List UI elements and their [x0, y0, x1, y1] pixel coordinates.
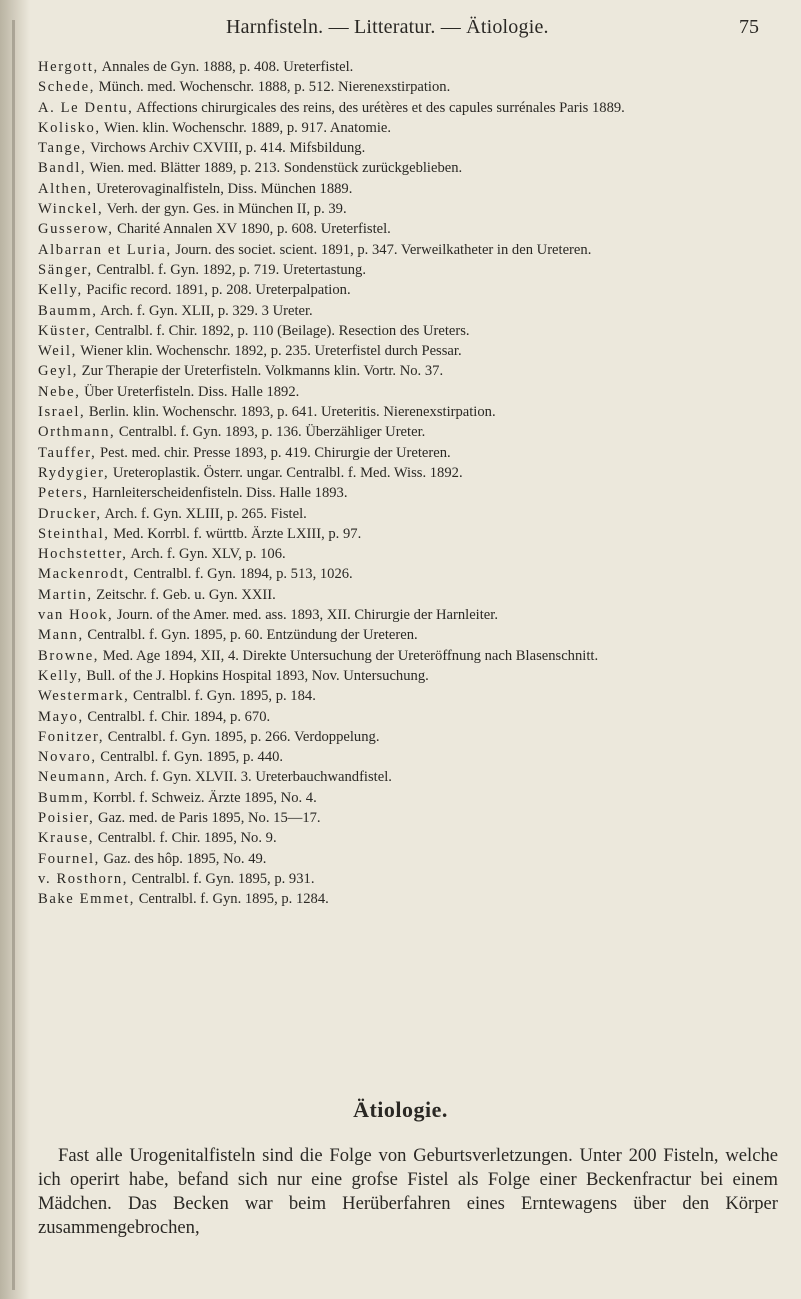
reference-entry: [38, 422, 798, 442]
reference-entry: [38, 382, 798, 402]
reference-author: van Hook,: [38, 607, 114, 624]
reference-author: Westermark,: [38, 688, 130, 705]
reference-details: Affections chirurgicales des reins, des urétères et des capules surrénales Paris 1889.: [133, 99, 625, 116]
reference-author: A. Le Dentu,: [38, 99, 134, 116]
reference-entry: [38, 361, 798, 381]
reference-details: Journ. of the Amer. med. ass. 1893, XII. Chirurgie der Harnleiter.: [113, 607, 498, 624]
reference-author: Hergott,: [38, 59, 99, 75]
reference-details: Centralbl. f. Chir. 1892, p. 110 (Beilage). Resection des Ureters.: [91, 322, 470, 339]
reference-entry: [38, 524, 798, 544]
reference-entry: [38, 443, 798, 463]
reference-details: Arch. f. Gyn. XLIII, p. 265. Fistel.: [101, 505, 307, 522]
reference-author: Bake Emmet,: [38, 891, 136, 908]
reference-details: Wien. med. Blätter 1889, p. 213. Sondenstück zurückgeblieben.: [86, 160, 463, 177]
reference-author: Tauffer,: [38, 444, 97, 461]
reference-author: Kelly,: [38, 667, 83, 684]
reference-details: Centralbl. f. Chir. 1895, No. 9.: [94, 830, 277, 847]
reference-author: Sänger,: [38, 261, 93, 278]
reference-details: Harnleiterscheidenfisteln. Diss. Halle 1893.: [88, 485, 348, 502]
reference-details: Arch. f. Gyn. XLVII. 3. Ureterbauchwandfistel.: [111, 769, 392, 786]
reference-details: Centralbl. f. Gyn. 1892, p. 719. Uretertastung.: [92, 261, 366, 278]
reference-details: Korrbl. f. Schweiz. Ärzte 1895, No. 4.: [89, 789, 317, 806]
reference-entry: [38, 727, 798, 747]
reference-entry: [38, 57, 798, 77]
reference-details: Pacific record. 1891, p. 208. Ureterpalpation.: [82, 282, 351, 299]
reference-entry: [38, 483, 798, 503]
body-text: [38, 1144, 778, 1240]
reference-entry: [38, 138, 798, 158]
reference-entry: [38, 504, 798, 524]
reference-entry: [38, 707, 798, 727]
reference-details: Ureterovaginalfisteln, Diss. München 1889.: [92, 180, 353, 197]
reference-author: Martin,: [38, 586, 93, 603]
reference-entry: [38, 544, 798, 564]
reference-details: Journ. des societ. scient. 1891, p. 347. Verweilkatheter in den Ureteren.: [171, 241, 592, 258]
reference-author: Nebe,: [38, 383, 81, 400]
reference-details: Centralbl. f. Gyn. 1895, p. 931.: [128, 870, 315, 887]
reference-author: Orthmann,: [38, 424, 116, 441]
body-paragraph: Fast alle Urogenitalfisteln sind die Folge von Geburtsverletzungen. Unter 200 Fisteln, welche ich operirt habe, befand sich nur eine grofse Fistel als Folge einer Beckenfractur bei einem Mädchen. Das Becken war beim Herüberfahren eines Erntewagens über den Körper zusammengebrochen,: [38, 1145, 778, 1238]
reference-details: Annales de Gyn. 1888, p. 408. Ureterfistel.: [98, 59, 354, 75]
reference-author: Novaro,: [38, 749, 97, 766]
reference-details: Centralbl. f. Gyn. 1895, p. 440.: [96, 749, 284, 766]
reference-author: Steinthal,: [38, 525, 110, 542]
reference-entry: [38, 788, 798, 808]
reference-details: Pest. med. chir. Presse 1893, p. 419. Chirurgie der Ureteren.: [96, 444, 451, 461]
reference-details: Bull. of the J. Hopkins Hospital 1893, Nov. Untersuchung.: [82, 667, 429, 684]
reference-details: Centralbl. f. Gyn. 1893, p. 136. Überzähliger Ureter.: [115, 424, 426, 441]
reference-entry: [38, 585, 798, 605]
reference-author: v. Rosthorn,: [38, 870, 129, 887]
reference-author: Kelly,: [38, 282, 83, 299]
reference-author: Küster,: [38, 322, 92, 339]
reference-author: Gusserow,: [38, 221, 114, 238]
reference-entry: [38, 767, 798, 787]
reference-author: Weil,: [38, 343, 77, 360]
reference-entry: [38, 118, 798, 138]
reference-details: Zeitschr. f. Geb. u. Gyn. XXII.: [92, 586, 276, 603]
reference-entry: [38, 219, 798, 239]
reference-entry: [38, 564, 798, 584]
reference-entry: [38, 179, 798, 199]
reference-entry: [38, 625, 798, 645]
reference-entry: [38, 849, 798, 869]
reference-entry: [38, 260, 798, 280]
reference-author: Mayo,: [38, 708, 84, 725]
reference-entry: [38, 280, 798, 300]
reference-details: Arch. f. Gyn. XLII, p. 329. 3 Ureter.: [97, 302, 313, 319]
reference-entry: [38, 646, 798, 666]
bibliography-list: [38, 57, 798, 909]
reference-entry: [38, 402, 798, 422]
reference-entry: [38, 341, 798, 361]
reference-details: Gaz. des hôp. 1895, No. 49.: [99, 850, 267, 867]
reference-author: Peters,: [38, 485, 89, 502]
reference-entry: [38, 240, 798, 260]
reference-entry: [38, 98, 798, 118]
reference-entry: [38, 605, 798, 625]
reference-author: Baumm,: [38, 302, 98, 319]
reference-details: Centralbl. f. Gyn. 1895, p. 266. Verdoppelung.: [104, 728, 380, 745]
reference-details: Med. Korrbl. f. württb. Ärzte LXIII, p. 97.: [109, 525, 362, 542]
reference-entry: [38, 869, 798, 889]
reference-author: Drucker,: [38, 505, 102, 522]
reference-entry: [38, 808, 798, 828]
reference-details: Centralbl. f. Chir. 1894, p. 670.: [83, 708, 271, 725]
reference-author: Fournel,: [38, 850, 100, 867]
reference-author: Albarran et Luria,: [38, 241, 172, 258]
reference-author: Mackenrodt,: [38, 566, 130, 583]
reference-author: Israel,: [38, 404, 86, 421]
reference-entry: [38, 301, 798, 321]
reference-entry: [38, 158, 798, 178]
reference-details: Wiener klin. Wochenschr. 1892, p. 235. Ureterfistel durch Pessar.: [76, 343, 462, 360]
reference-author: Schede,: [38, 79, 95, 96]
reference-details: Arch. f. Gyn. XLV, p. 106.: [127, 546, 286, 563]
reference-details: Berlin. klin. Wochenschr. 1893, p. 641. Ureteritis. Nierenexstirpation.: [85, 404, 496, 421]
reference-entry: [38, 199, 798, 219]
reference-entry: [38, 77, 798, 97]
reference-author: Krause,: [38, 830, 95, 847]
reference-entry: [38, 747, 798, 767]
reference-details: Zur Therapie der Ureterfisteln. Volkmanns klin. Vortr. No. 37.: [78, 363, 444, 380]
reference-author: Mann,: [38, 627, 84, 644]
reference-entry: [38, 828, 798, 848]
reference-details: Centralbl. f. Gyn. 1894, p. 513, 1026.: [129, 566, 353, 583]
reference-details: Ureteroplastik. Österr. ungar. Centralbl. f. Med. Wiss. 1892.: [109, 464, 463, 481]
reference-entry: [38, 463, 798, 483]
reference-entry: [38, 321, 798, 341]
reference-author: Bandl,: [38, 160, 87, 177]
reference-author: Hochstetter,: [38, 546, 128, 563]
reference-details: Über Ureterfisteln. Diss. Halle 1892.: [80, 383, 300, 400]
reference-entry: [38, 889, 798, 909]
reference-details: Med. Age 1894, XII, 4. Direkte Untersuchung der Ureteröffnung nach Blasenschnitt.: [99, 647, 599, 664]
reference-details: Münch. med. Wochenschr. 1888, p. 512. Nierenexstirpation.: [95, 79, 451, 96]
reference-details: Centralbl. f. Gyn. 1895, p. 60. Entzündung der Ureteren.: [83, 627, 418, 644]
reference-author: Althen,: [38, 180, 93, 197]
reference-author: Browne,: [38, 647, 100, 664]
reference-details: Wien. klin. Wochenschr. 1889, p. 917. Anatomie.: [100, 119, 392, 136]
reference-details: Charité Annalen XV 1890, p. 608. Ureterfistel.: [113, 221, 391, 238]
page-number: 75: [739, 16, 759, 38]
reference-author: Fonitzer,: [38, 728, 105, 745]
reference-details: Gaz. med. de Paris 1895, No. 15—17.: [94, 809, 321, 826]
reference-author: Poisier,: [38, 809, 95, 826]
reference-author: Neumann,: [38, 769, 112, 786]
reference-details: Virchows Archiv CXVIII, p. 414. Mifsbildung.: [86, 140, 366, 157]
running-title: Harnfisteln. — Litteratur. — Ätiologie.: [226, 16, 549, 38]
reference-author: Rydygier,: [38, 464, 110, 481]
reference-author: Kolisko,: [38, 119, 101, 136]
reference-author: Winckel,: [38, 201, 104, 218]
page-header: [0, 12, 801, 42]
reference-author: Bumm,: [38, 789, 90, 806]
reference-details: Verh. der gyn. Ges. in München II, p. 39.: [103, 201, 347, 218]
reference-author: Tange,: [38, 140, 87, 157]
reference-entry: [38, 666, 798, 686]
section-heading: Ätiologie.: [353, 1097, 448, 1122]
reference-details: Centralbl. f. Gyn. 1895, p. 1284.: [135, 891, 329, 908]
reference-author: Geyl,: [38, 363, 79, 380]
reference-details: Centralbl. f. Gyn. 1895, p. 184.: [129, 688, 316, 705]
reference-entry: [38, 686, 798, 706]
